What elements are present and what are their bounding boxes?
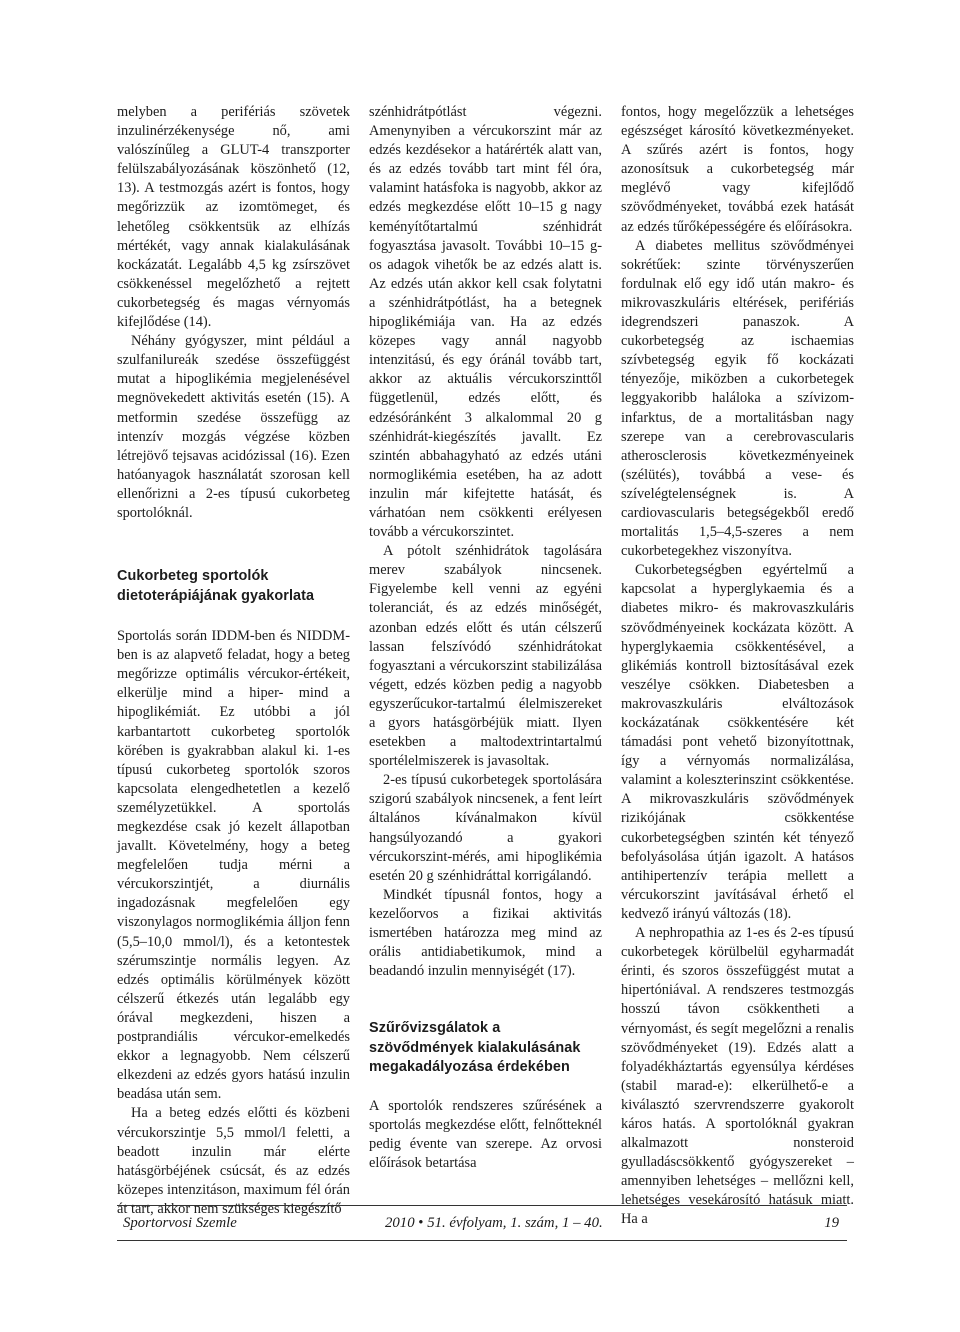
page-number: 19	[824, 1215, 839, 1231]
body-paragraph: 2-es típusú cukorbetegek sportolására szigorú szabályok nincsenek, a fent leírt általános kívánalmakon kívül hangsúlyozandó a gyakori vércukorszint-mérés, ami hipoglikémia esetén 20 g szénhidráttal korrigálandó.	[369, 772, 602, 884]
text-column-2	[369, 103, 602, 1173]
issue-info	[385, 1206, 603, 1240]
text-column-3	[621, 103, 854, 1230]
body-paragraph: melyben a perifériás szövetek inzulinérzékenysége nő, ami valószínűleg a GLUT-4 transzporter felülszabályozásának köszönhető (12, 13). A testmozgás azért is fontos, hogy megőrizzük az izomtömeget, és lehetőleg csökkentsük az elhízás mértékét, vagy annak kialakulásának kockázatát. Legalább 4,5 kg zsírszövet csökkenéssel megelőzhető a rejtett cukorbetegség és magas vérnyomás kifejlődése (14).	[117, 104, 350, 331]
body-paragraph: A sportolók rendszeres szűrésének a sportolás megkezdése előtt, felnőtteknél pedig évente van szerepe. Az orvosi előírások betartása	[369, 1097, 602, 1172]
body-paragraph: Néhány gyógyszer, mint például a szulfanilureák szedése összefüggést mutat a hipoglikémia megjelenésével megnövekedett aktivitás esetén (15). A metformin szedése összefügg az intenzív mozgás végzése közben létrejövő tejsavas acidózissal (16). Ezen hatóanyagok használatát szorosan kell ellenőrizni a 2-es típusú cukorbeteg sportolóknál.	[117, 333, 350, 521]
body-paragraph: Cukorbetegségben egyértelmű a kapcsolat a hyperglykaemia és a diabetes mikro- és makrovaszkuláris szövődményeinek kockázata között. A hyperglykaemia csökkentésével, a glikémiás kontroll biztosításával ezek veszélye csökken. Diabetesben a makrovaszkuláris elváltozások kockázatának csökkentésére két támadási pont vehető bizonyítottnak, így a vérnyomás normalizálása, valamint a koleszterinszint csökkentése. A mikrovaszkuláris szövődmények rizikójának csökkentése cukorbetegségben szintén két tényező befolyásolása útján igazolt. A hatásos antihipertenzív terápia mellett a vércukorszint javításával érhető el kedvező irányú változás (18).	[621, 562, 854, 922]
body-paragraph: A pótolt szénhidrátok tagolására merev szabályok nincsenek. Figyelembe kell venni az egyéni toleranciát, és az edzés minőségét, azonban edzés előtt és után célszerű lassan felszívódó szénhidrátokat fogyasztani a vércukorszint stabilizálása végett, edzés közben pedig a nagyobb egyszerűcukor-tartalmú élelmiszereket a gyors hatásgörbéjük miatt. Ilyen esetekben a maltodextrintartalmú sportélelmiszerek is javasoltak.	[369, 543, 602, 770]
issue-details: 51. évfolyam, 1. szám, 1 – 40.	[427, 1215, 603, 1231]
body-paragraph: szénhidrátpótlást végezni. Amenynyiben a vércukorszint már az edzés kezdésekor a határérték alatt van, és az edzés tovább tart mint fél óra, valamint hatásfoka is nagyobb, akkor az edzés megkezdése előtt 10–15 g nagy keményítőtartalmú szénhidrát fogyasztása javasolt. További 10–15 g-os adagok vihetők be az edzés alatt is. Az edzés után akkor kell csak folytatni a szénhidrátpótlást, ha a betegnek hipoglikémiája van. Ha az edzés közepes vagy annál nagyobb intenzitású, és egy óránál tovább tart, akkor az aktuális vércukorszinttől függetlenül, edzés előtt, és edzésóránként 3 alkalommal 20 g szénhidrát-kiegészítés javallt. Ez szintén abbahagyható az edzés utáni normoglikémia esetében, ha az adott inzulin már kifejtette hatását, és várhatóan nem csökkenti erélyesen tovább a vércukorszintet.	[369, 104, 602, 541]
issue-year: 2010	[385, 1215, 415, 1231]
body-paragraph: A diabetes mellitus szövődményei sokrétűek: szinte törvényszerűen fordulnak elő egy idő után makro- és mikrovaszkuláris eltérések, perifériás idegrendszeri panaszok. A cukorbetegség az ischaemias szívbetegség egyik fő kockázati tényezője, miközben a cukorbetegek leggyakoribb halálokа a szívizom-infarktus, de a mortalitásban nagy szerepe van a cerebrovascularis atherosclerosis következményeinek (szélütés), továbbá a vese- és szívelégtelenségnek is. A cardiovascularis betegségekből eredő mortalitás 1,5–4,5-szeres a nem cukorbetegekhez viszonyítva.	[621, 237, 854, 560]
journal-title: Sportorvosi Szemle	[123, 1215, 237, 1231]
body-paragraph: fontos, hogy megelőzzük a lehetséges egészséget károsító következményeket. A szűrés azért is fontos, hogy azonosítsuk a cukorbetegség már meglévő vagy kifejlődő szövődményeket, továbbá ezek hatását az edzés tűrőképességére és előírásokra.	[621, 104, 854, 235]
body-paragraph: Mindkét típusnál fontos, hogy a kezelőorvos a fizikai aktivitás ismertében határozza meg mind az orális antidiabetikumok, mind a beadandó inzulin mennyiségét (17).	[369, 886, 602, 980]
body-paragraph: Ha a beteg edzés előtti és közbeni vércukorszintje 5,5 mmol/l feletti, a beadott inzulin már elérte hatásgörbéjének csúcsát, és az edzés közepes intenzitáson, maximum fél órán át tart, akkor nem szükséges kiegészítő	[117, 1105, 350, 1217]
body-paragraph: A nephropathia az 1-es és 2-es típusú cukorbetegek körülbelül egyharmadát érinti, és szoros összefüggést mutat a hipertóniával. A rendszeres testmozgás hosszú távon csökkentheti a vérnyomást, és segít megelőzni a renalis szövődményeket (19). Edzés alatt a folyadékháztartás egyensúlya kérdéses (stabil marad-e): elkerülhető-e a kiválasztó szervrendszerre gyakorolt káros hatás. A sportolóknál gyakran alkalmazott nonsteroid gyulladáscsökkentő gyógyszereket – amennyiben lehetséges – mellőzni kell, lehetséges vesekárosító hatásuk miatt. Ha a	[621, 925, 854, 1228]
body-paragraph: Sportolás során IDDM-ben és NIDDM-ben is az alapvető feladat, hogy a beteg megőrizze optimális vércukor-értékeit, elkerülje mind a hiper- mind a hipoglikémiát. Ez utóbbi a jól karbantartott cukorbeteg sportolók körében is gyakrabban alakul ki. 1-es típusú cukorbeteg sportolók szoros kapcsolata elengedhetetlen a kezelő személyzetükkel. A sportolás megkezdése csak jó kezelt állapotban javallt. Követelmény, hogy a beteg megfelelően tudja mérni a vércukorszintjét, a diurnális ingadozásnak megfelelően egy viszonylagos normoglikémia álljon fenn (5,5–10,0 mmol/l), és a ketontestek szérumszintje normális legyen. Az edzés optimális körülmények között célszerű étkezés után legalább egy órával megkezdeni, hiszen a postprandiális vércukor-emelkedés ekkor a legnagyobb. Nem célszerű elkezdeni az edzés gyors hatású inzulin beadása után sem.	[117, 628, 350, 1103]
section-heading: Cukorbeteg sportolók dietoterápiájának gyakorlata	[117, 568, 315, 604]
text-column-1	[117, 103, 350, 1219]
section-heading: Szűrővizsgálatok a szövődmények kialakulásának megakadályozása érdekében	[369, 1020, 581, 1076]
page-footer	[117, 1205, 847, 1241]
issue-bullet: •	[418, 1215, 424, 1231]
